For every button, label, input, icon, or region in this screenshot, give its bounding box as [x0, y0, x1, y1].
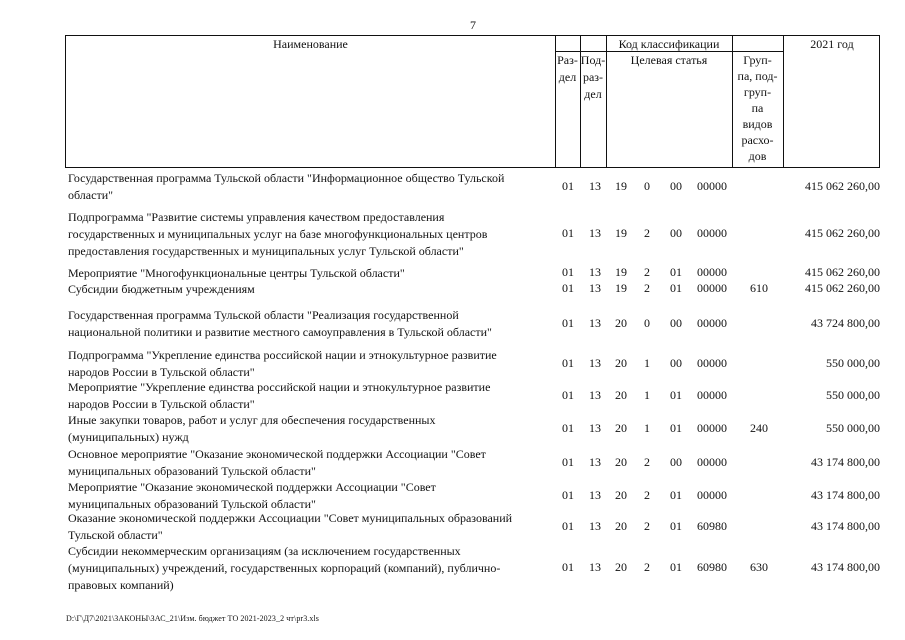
row-name: Мероприятие "Оказание экономической поддержки Ассоциации "Совет муниципальных образований Тульской области": [68, 480, 436, 511]
cell-amount: 415 062 260,00: [805, 265, 880, 279]
table-row: [0, 170, 905, 204]
cell-amount: 43 724 800,00: [811, 316, 880, 330]
header-year: 2021 год: [810, 37, 854, 51]
row-name: Подпрограмма "Развитие системы управления качеством предоставления государственных и муниципальных услуг на базе многофункциональных центров предоставления государственных и муниципальных услуг Тульской области": [68, 210, 488, 258]
header-divider: [783, 36, 784, 167]
cell-direction: 00000: [697, 488, 727, 502]
cell-subprogram: 1: [644, 388, 650, 402]
cell-podrazdel: 13: [589, 265, 601, 279]
table-row: [0, 347, 905, 381]
cell-direction: 00000: [697, 388, 727, 402]
cell-razdel: 01: [562, 179, 574, 193]
cell-subprogram: 2: [644, 226, 650, 240]
cell-event: 01: [670, 519, 682, 533]
cell-razdel: 01: [562, 519, 574, 533]
cell-amount: 415 062 260,00: [805, 281, 880, 295]
cell-event: 00: [670, 316, 682, 330]
cell-event: 01: [670, 388, 682, 402]
cell-event: 01: [670, 265, 682, 279]
cell-subprogram: 2: [644, 560, 650, 574]
row-name: Государственная программа Тульской области "Информационное общество Тульской области": [68, 171, 505, 202]
cell-amount: 550 000,00: [826, 356, 880, 370]
cell-direction: 00000: [697, 179, 727, 193]
row-name: Субсидии бюджетным учреждениям: [68, 282, 255, 296]
cell-event: 00: [670, 455, 682, 469]
cell-program: 19: [615, 281, 627, 295]
cell-subprogram: 0: [644, 179, 650, 193]
cell-amount: 43 174 800,00: [811, 519, 880, 533]
cell-direction: 60980: [697, 519, 727, 533]
cell-subprogram: 2: [644, 265, 650, 279]
table-row: [0, 307, 905, 341]
row-name: Мероприятие "Многофункциональные центры Тульской области": [68, 266, 405, 280]
cell-program: 20: [615, 388, 627, 402]
row-name: Государственная программа Тульской области "Реализация государственной национальной политики и развитие местного самоуправления в Тульской области": [68, 308, 492, 339]
cell-podrazdel: 13: [589, 455, 601, 469]
cell-direction: 00000: [697, 356, 727, 370]
row-name: Субсидии некоммерческим организациям (за исключением государственных (муниципальных) учреждений, государственных корпораций (компаний), публично- правовых компаний): [68, 544, 501, 592]
cell-razdel: 01: [562, 560, 574, 574]
cell-direction: 00000: [697, 316, 727, 330]
cell-razdel: 01: [562, 421, 574, 435]
cell-amount: 43 174 800,00: [811, 560, 880, 574]
cell-razdel: 01: [562, 316, 574, 330]
cell-direction: 00000: [697, 226, 727, 240]
table-row: [0, 479, 905, 513]
cell-direction: 00000: [697, 421, 727, 435]
header-gruppa: Груп- па, под- груп- па видов расхо- дов: [737, 53, 778, 163]
header-name: Наименование: [273, 37, 348, 51]
cell-direction: 00000: [697, 265, 727, 279]
cell-program: 20: [615, 316, 627, 330]
header-podrazdel: Под- раз- дел: [580, 53, 606, 101]
cell-podrazdel: 13: [589, 488, 601, 502]
cell-razdel: 01: [562, 265, 574, 279]
cell-razdel: 01: [562, 356, 574, 370]
cell-program: 19: [615, 265, 627, 279]
cell-podrazdel: 13: [589, 226, 601, 240]
table-row: [0, 209, 905, 260]
cell-event: 00: [670, 356, 682, 370]
cell-event: 01: [670, 560, 682, 574]
cell-event: 01: [670, 281, 682, 295]
cell-direction: 00000: [697, 455, 727, 469]
row-name: Подпрограмма "Укрепление единства российской нации и этнокультурное развитие народов России в Тульской области": [68, 348, 497, 379]
cell-podrazdel: 13: [589, 388, 601, 402]
cell-podrazdel: 13: [589, 421, 601, 435]
cell-razdel: 01: [562, 226, 574, 240]
page-number: 7: [470, 18, 476, 32]
cell-amount: 415 062 260,00: [805, 226, 880, 240]
cell-amount: 550 000,00: [826, 421, 880, 435]
cell-direction: 60980: [697, 560, 727, 574]
cell-subprogram: 2: [644, 281, 650, 295]
table-row: [0, 543, 905, 594]
cell-program: 20: [615, 455, 627, 469]
cell-razdel: 01: [562, 488, 574, 502]
cell-podrazdel: 13: [589, 519, 601, 533]
cell-event: 01: [670, 488, 682, 502]
table-row: [0, 379, 905, 413]
cell-subprogram: 0: [644, 316, 650, 330]
cell-amount: 43 174 800,00: [811, 455, 880, 469]
cell-direction: 00000: [697, 281, 727, 295]
row-name: Мероприятие "Укрепление единства российской нации и этнокультурное развитие народов России в Тульской области": [68, 380, 491, 411]
cell-vid-rashodov: 610: [750, 281, 768, 295]
cell-podrazdel: 13: [589, 281, 601, 295]
cell-amount: 415 062 260,00: [805, 179, 880, 193]
cell-event: 00: [670, 226, 682, 240]
cell-vid-rashodov: 240: [750, 421, 768, 435]
table-row: [0, 446, 905, 480]
cell-program: 20: [615, 560, 627, 574]
row-name: Основное мероприятие "Оказание экономической поддержки Ассоциации "Совет муниципальных образований Тульской области": [68, 447, 486, 478]
file-path-footer: D:\Г\Д7\2021\ЗАКОНЫ\ЗАС_21\Изм. бюджет ТО 2021-2023_2 чт\pr3.xls: [66, 614, 320, 623]
table-row: [0, 265, 905, 282]
table-header: [65, 35, 880, 168]
cell-event: 00: [670, 179, 682, 193]
row-name: Оказание экономической поддержки Ассоциации "Совет муниципальных образований Тульской области": [68, 511, 513, 542]
cell-podrazdel: 13: [589, 356, 601, 370]
table-row: [0, 510, 905, 544]
header-code-group: Код классификации: [618, 37, 720, 51]
cell-event: 01: [670, 421, 682, 435]
cell-program: 20: [615, 356, 627, 370]
table-row: [0, 412, 905, 446]
cell-subprogram: 1: [644, 356, 650, 370]
cell-razdel: 01: [562, 388, 574, 402]
cell-amount: 43 174 800,00: [811, 488, 880, 502]
cell-razdel: 01: [562, 455, 574, 469]
cell-program: 19: [615, 226, 627, 240]
cell-program: 20: [615, 421, 627, 435]
cell-podrazdel: 13: [589, 560, 601, 574]
cell-amount: 550 000,00: [826, 388, 880, 402]
cell-program: 20: [615, 519, 627, 533]
row-name: Иные закупки товаров, работ и услуг для обеспечения государственных (муниципальных) нужд: [68, 413, 436, 444]
header-tselevaya: Целевая статья: [630, 53, 708, 67]
cell-vid-rashodov: 630: [750, 560, 768, 574]
cell-program: 20: [615, 488, 627, 502]
cell-podrazdel: 13: [589, 316, 601, 330]
cell-subprogram: 2: [644, 455, 650, 469]
cell-subprogram: 2: [644, 488, 650, 502]
header-razdel: Раз- дел: [557, 53, 578, 84]
cell-razdel: 01: [562, 281, 574, 295]
cell-program: 19: [615, 179, 627, 193]
cell-subprogram: 1: [644, 421, 650, 435]
table-row: [0, 281, 905, 298]
cell-subprogram: 2: [644, 519, 650, 533]
cell-podrazdel: 13: [589, 179, 601, 193]
